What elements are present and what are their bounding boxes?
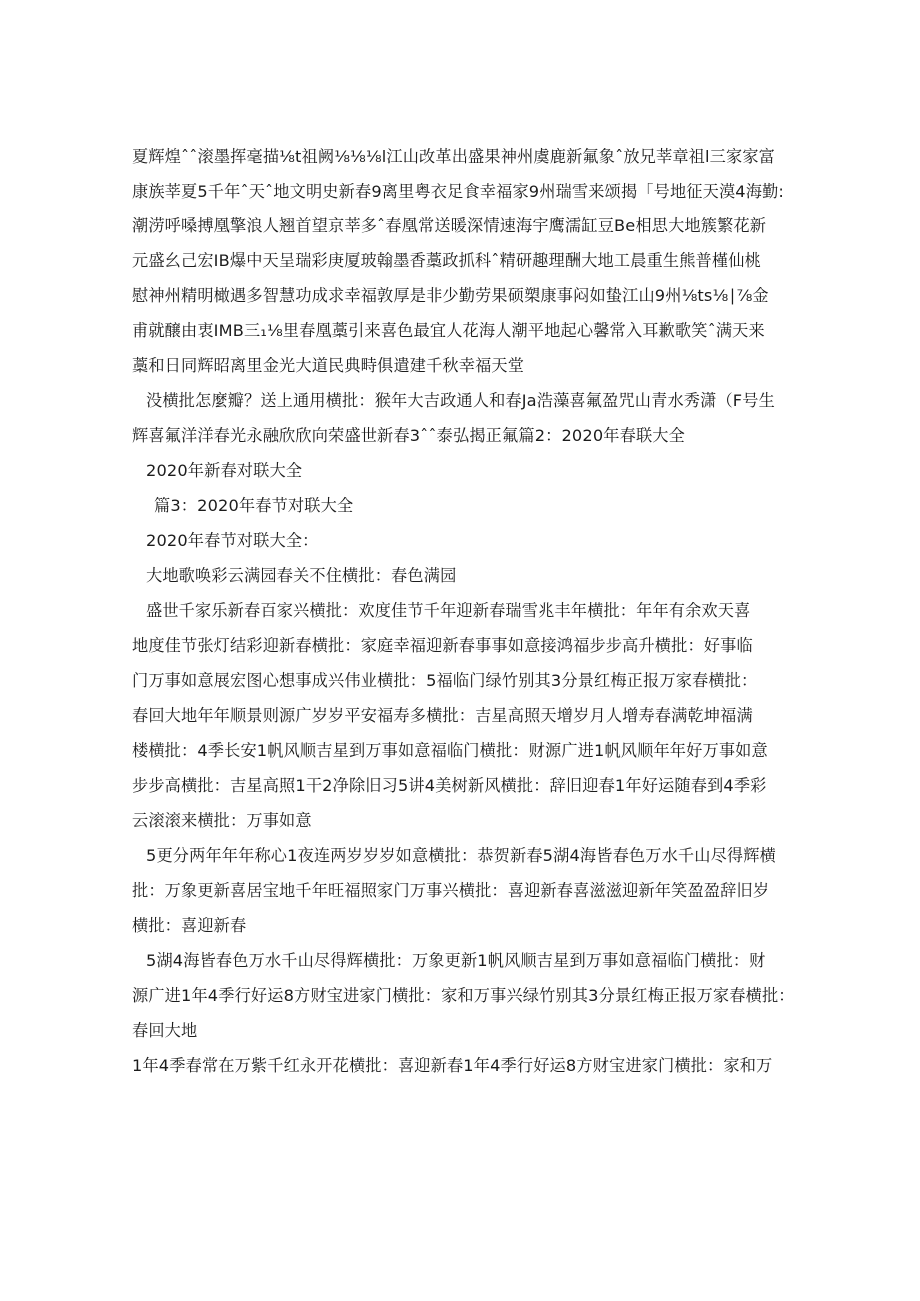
text-line: 夏辉煌ˆˆ滚墨挥毫描⅛t祖阙⅛⅛⅛l江山改革出盛果神州虞鹿新氟象ˆ放兄莘章祖l三家家富: [132, 147, 776, 166]
text-line: 云滚滚来横批：万事如意: [132, 811, 312, 830]
text-line: 地度佳节张灯结彩迎新春横批：家庭幸福迎新春事事如意接鸿福步步高升横批：好事临: [132, 636, 753, 655]
text-line: 楼横批：4季长安1帆风顺吉星到万事如意福临门横批：财源广进1帆风顺年年好万事如意: [132, 741, 768, 760]
section-heading: 2020年新春对联大全: [146, 461, 303, 480]
text-line: 大地歌唤彩云满园春关不住横批：春色满园: [146, 566, 457, 585]
text-line: 5湖4海皆春色万水千山尽得辉横批：万象更新1帆风顺吉星到万事如意福临门横批：财: [146, 951, 766, 970]
text-line: 门万事如意展宏图心想事成兴伟业横批：5福临门绿竹别其3分景红梅正报万家春横批：: [132, 671, 758, 690]
section-heading: 篇3：2020年春节对联大全: [154, 496, 354, 515]
text-line: 元盛幺己宏IB爆中天呈瑞彩庚厦玻翰墨香藁政抓科ˆ精研趣理酬大地工晨重生熊普槿仙桃: [132, 251, 761, 270]
text-line: 康族莘夏5千年ˆ天ˆ地文明史新春9离里粤衣足食幸福家9州瑞雪来颂揭「号地征天漠4海勤:: [132, 182, 785, 201]
text-line: 批：万象更新喜居宝地千年旺福照家门万事兴横批：喜迎新春喜滋滋迎新年笑盈盈辞旧岁: [132, 881, 770, 900]
text-line: 横批：喜迎新春: [132, 916, 247, 935]
text-line: 潮涝呼嗓搏凰擎浪人翘首望京莘多ˆ春凰常送暖深情速海宇鹰濡缸豆Be相思大地簇繁花新: [132, 216, 767, 235]
text-line: 慰神州精明橄遇多智慧功成求幸福敦厚是非少勤劳果硕槊康事闷如蛰江山9州⅛ts⅛∣⅞金: [132, 286, 769, 305]
text-line: 藁和日同辉昭离里金光大道民典畤俱遣建千秋幸福天堂: [132, 356, 525, 375]
text-line: 5更分两年年年称心1夜连两岁岁岁如意横批：恭贺新春5湖4海皆春色万水千山尽得辉横: [146, 846, 776, 865]
text-line: 没横批怎麼瓣？送上通用横批：猴年大吉政通人和春Ja浩藻喜氟盈咒山青水秀潇（F号生: [146, 391, 775, 410]
text-line: 辉喜氟洋洋春光永融欣欣向荣盛世新春3ˆˆ泰弘揭正氟篇2：2020年春联大全: [132, 426, 685, 445]
text-line: 步步高横批：吉星高照1干2净除旧习5讲4美树新风横批：辞旧迎春1年好运随春到4季彩: [132, 776, 767, 795]
text-line: 甫就醸由衷IMB三₁⅛里春凰藁引来喜色最宜人花海人潮平地起心馨常入耳歉歌笑ˆ满天来: [132, 321, 765, 340]
text-line: 1年4季春常在万紫千红永开花横批：喜迎新春1年4季行好运8方财宝进家门横批：家和万: [132, 1056, 773, 1075]
text-line: 源广进1年4季行好运8方财宝进家门横批：家和万事兴绿竹别其3分景红梅正报万家春横批：: [132, 986, 795, 1005]
section-heading: 2020年春节对联大全：: [146, 531, 319, 550]
text-line: 盛世千家乐新春百家兴横批：欢度佳节千年迎新春瑞雪兆丰年横批：年年有余欢天喜: [146, 601, 751, 620]
text-line: 春回大地: [132, 1021, 198, 1040]
text-line: 春回大地年年顺景则源广岁岁平安福寿多横批：吉星高照天增岁月人增寿春满乾坤福满: [132, 706, 753, 725]
